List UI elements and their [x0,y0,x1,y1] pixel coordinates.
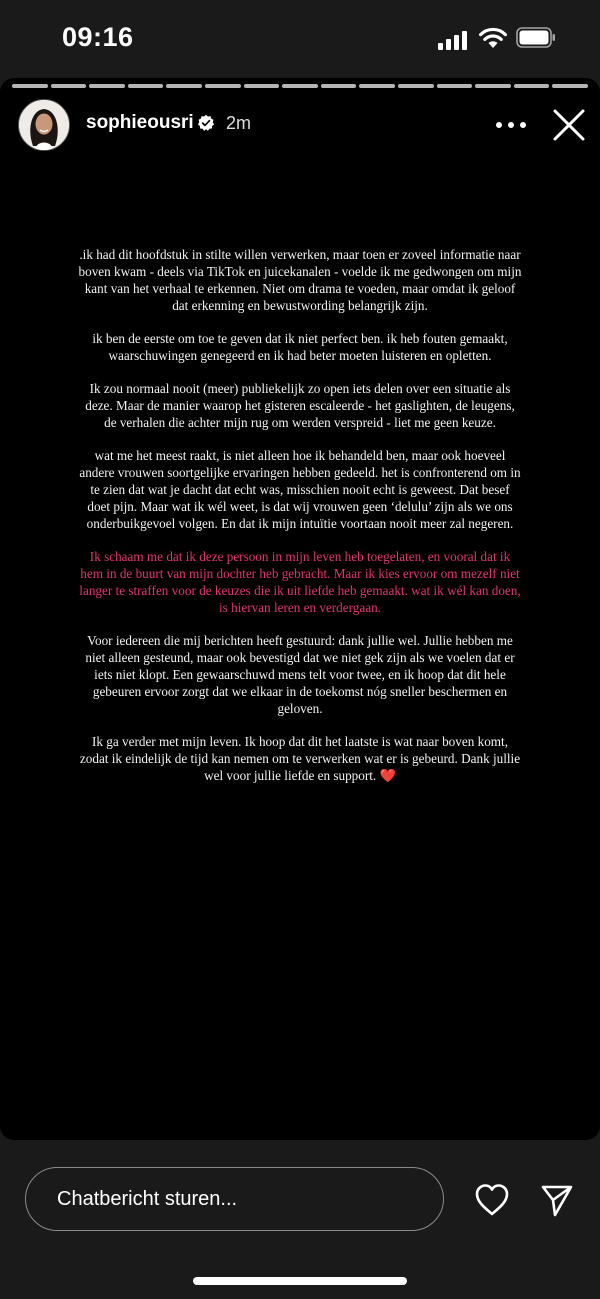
battery-icon [516,27,556,48]
story-paragraph: Ik schaam me dat ik deze persoon in mijn leven heb toegelaten, en vooral dat ik hem in de buurt van mijn dochter heb gebracht. Maar ik kies ervoor om mezelf niet langer te straffen voor de keuzes die ik uit liefde heb gemaakt. wat ik wél kan doen, is hiervan leren en verdergaan. [79,549,521,615]
story-paragraph: ik ben de eerste om toe te geven dat ik niet perfect ben. ik heb fouten gemaakt, waarschuwingen genegeerd en ik had beter moeten luisteren en opletten. [92,331,508,363]
reply-placeholder: Chatbericht sturen... [57,1188,238,1210]
close-icon[interactable] [551,107,587,143]
signal-icon [438,30,468,50]
home-indicator [193,1277,407,1285]
progress-segment [51,84,87,88]
progress-segment [321,84,357,88]
progress-segment [128,84,164,88]
progress-segment [205,84,241,88]
story-text [78,246,522,800]
story-paragraph: Ik ga verder met mijn leven. Ik hoop dat dit het laatste is wat naar boven komt, zodat ik eindelijk de tijd kan nemen om te verwerken wat er is gebeurd. Dank jullie wel voor jullie liefde en support. ❤️ [79,734,521,783]
progress-segment [398,84,434,88]
progress-segment [359,84,395,88]
story-paragraph: .ik had dit hoofdstuk in stilte willen verwerken, maar toen er zoveel informatie naar boven kwam - deels via TikTok en juicekanalen - voelde ik me gedwongen om mijn kant van het verhaal te erkennen. Niet om drama te voeden, maar omdat ik geloof dat erkenning en bewustwording belangrijk zijn. [78,247,522,313]
wifi-icon [478,26,508,50]
status-time: 09:16 [62,22,134,52]
verified-badge-icon [197,114,215,132]
story-progress-bar [12,84,588,88]
progress-segment [552,84,588,88]
heart-icon[interactable] [474,1183,510,1217]
reply-input[interactable] [25,1167,444,1231]
progress-segment [244,84,280,88]
progress-segment [12,84,48,88]
progress-segment [282,84,318,88]
story-paragraph: Ik zou normaal nooit (meer) publiekelijk zo open iets delen over een situatie als deze. Maar de manier waarop het gisteren escaleerde - het gaslighten, de leugens, de verhalen die achter mijn rug om werden verspreid - liet me geen keuze. [85,381,515,430]
progress-segment [89,84,125,88]
story-paragraph: Voor iedereen die mij berichten heeft gestuurd: dank jullie wel. Jullie hebben me niet alleen gesteund, maar ook bevestigd dat we niet gek zijn als we voelen dat er iets niet klopt. Een gewaarschuwd mens telt voor twee, en ik hoop dat dit hele gebeuren ervoor zorgt dat we elkaar in de toekomst nóg sneller beschermen en geloven. [85,633,515,716]
profile-photo [19,100,69,150]
progress-segment [475,84,511,88]
progress-segment [514,84,550,88]
send-icon[interactable] [540,1183,574,1217]
more-options-icon[interactable] [496,122,526,128]
story-age: 2m [226,113,252,133]
status-bar [0,0,600,78]
story-viewer[interactable] [0,78,600,1140]
progress-segment [166,84,202,88]
story-username[interactable]: sophieousri [86,112,194,133]
avatar[interactable] [18,99,70,151]
story-paragraph: wat me het meest raakt, is niet alleen hoe ik behandeld ben, maar ook hoeveel andere vrouwen soortgelijke ervaringen hebben gedeeld. het is confronterend om in te zien dat wat je dacht dat echt was, misschien nooit echt is geweest. Dat besef doet pijn. Maar wat ik wél weet, is dat wij vrouwen geen ‘delulu’ zijn als we ons onderbuikgevoel volgen. En dat ik mijn intuïtie voortaan nooit meer zal negeren. [79,448,521,531]
progress-segment [437,84,473,88]
